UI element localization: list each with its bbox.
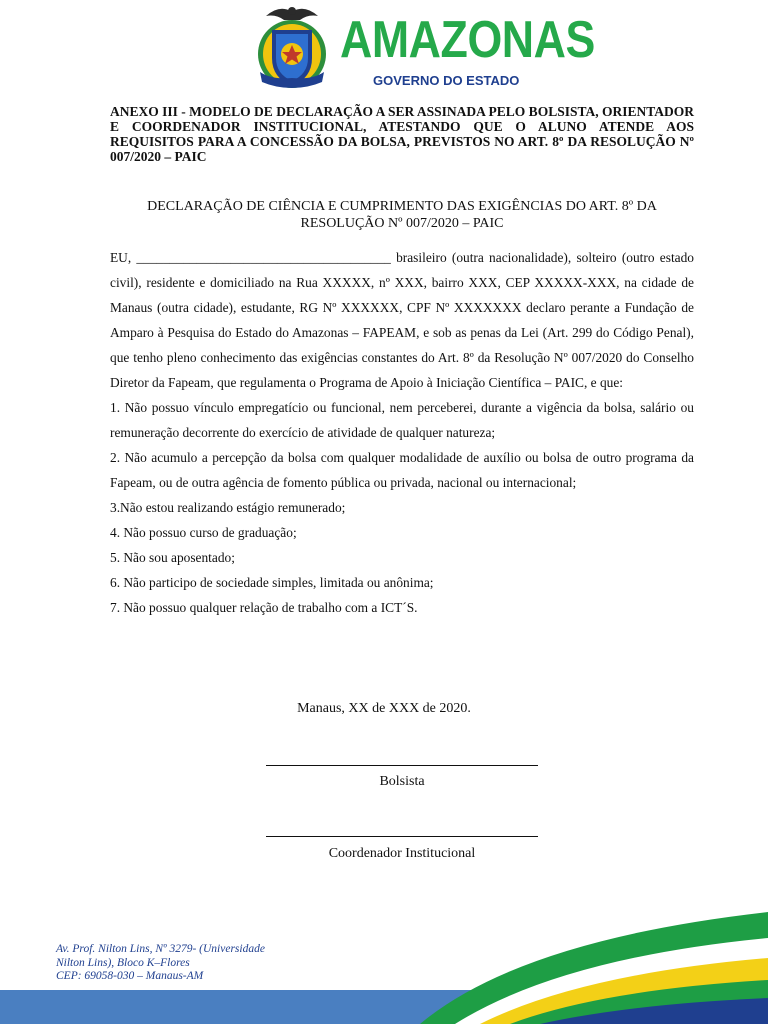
address-line: Nilton Lins), Bloco K–Flores	[56, 956, 190, 969]
list-item: 1. Não possuo vínculo empregatício ou funcional, nem perceberei, durante a vigência da bolsa, salário ou remuneração decorrente do exercício de atividade de qualquer natureza;	[110, 400, 694, 440]
list-item: 5. Não sou aposentado;	[110, 550, 235, 565]
address-line: Av. Prof. Nilton Lins, Nº 3279- (Universidade	[56, 943, 265, 955]
address-line: CEP: 69058-030 – Manaus-AM	[56, 970, 204, 982]
declaration-body	[110, 245, 694, 620]
footer-address	[56, 943, 306, 984]
intro-paragraph: EU, ______________________________________ brasileiro (outra nacionalidade), solteiro (outro estado civil), residente e domiciliado na Rua XXXXX, nº XXX, bairro XXX, CEP XXXXX-XXX, na cidade de Manaus (outra cidade), estudante, RG Nº XXXXXX, CPF Nº XXXXXXX declaro perante a Fundação de Amparo à Pesquisa do Estado do Amazonas – FAPEAM, e sob as penas da Lei (Art. 299 do Código Penal), que tenho pleno conhecimento das exigências constantes do Art. 8º da Resolução Nº 007/2020 do Conselho Diretor da Fapeam, que regulamenta o Programa de Apoio à Iniciação Científica – PAIC, e que:	[110, 250, 694, 390]
list-item: 7. Não possuo qualquer relação de trabalho com a ICT´S.	[110, 600, 418, 615]
place-date: Manaus, XX de XXX de 2020.	[297, 701, 471, 716]
list-item: 4. Não possuo curso de graduação;	[110, 525, 297, 540]
declaration-title: DECLARAÇÃO DE CIÊNCIA E CUMPRIMENTO DAS EXIGÊNCIAS DO ART. 8º DA RESOLUÇÃO Nº 007/2020 – PAIC	[147, 199, 657, 231]
annex-title: ANEXO III - MODELO DE DECLARAÇÃO A SER ASSINADA PELO BOLSISTA, ORIENTADOR E COORDENADOR INSTITUCIONAL, ATESTANDO QUE O ALUNO ATENDE AOS REQUISITOS PARA A CONCESSÃO DA BOLSA, PREVISTOS NO ART. 8º DA RESOLUÇÃO Nº 007/2020 – PAIC	[110, 104, 694, 164]
brand-name: AMAZONAS	[340, 11, 595, 69]
signature-line-coordenador	[266, 836, 538, 837]
signature-label-coordenador: Coordenador Institucional	[328, 846, 476, 861]
header-logo	[252, 2, 595, 90]
brand-subtitle: GOVERNO DO ESTADO	[373, 73, 520, 88]
list-item: 3.Não estou realizando estágio remunerado;	[110, 500, 346, 515]
list-item: 2. Não acumulo a percepção da bolsa com qualquer modalidade de auxílio ou bolsa de outro programa da Fapeam, ou de outra agência de fomento pública ou privada, nacional ou internacional;	[110, 450, 694, 490]
signature-line-bolsista	[266, 765, 538, 766]
list-item: 6. Não participo de sociedade simples, limitada ou anônima;	[110, 575, 434, 590]
signature-label-bolsista: Bolsista	[379, 774, 425, 789]
coat-of-arms-icon	[252, 2, 332, 90]
